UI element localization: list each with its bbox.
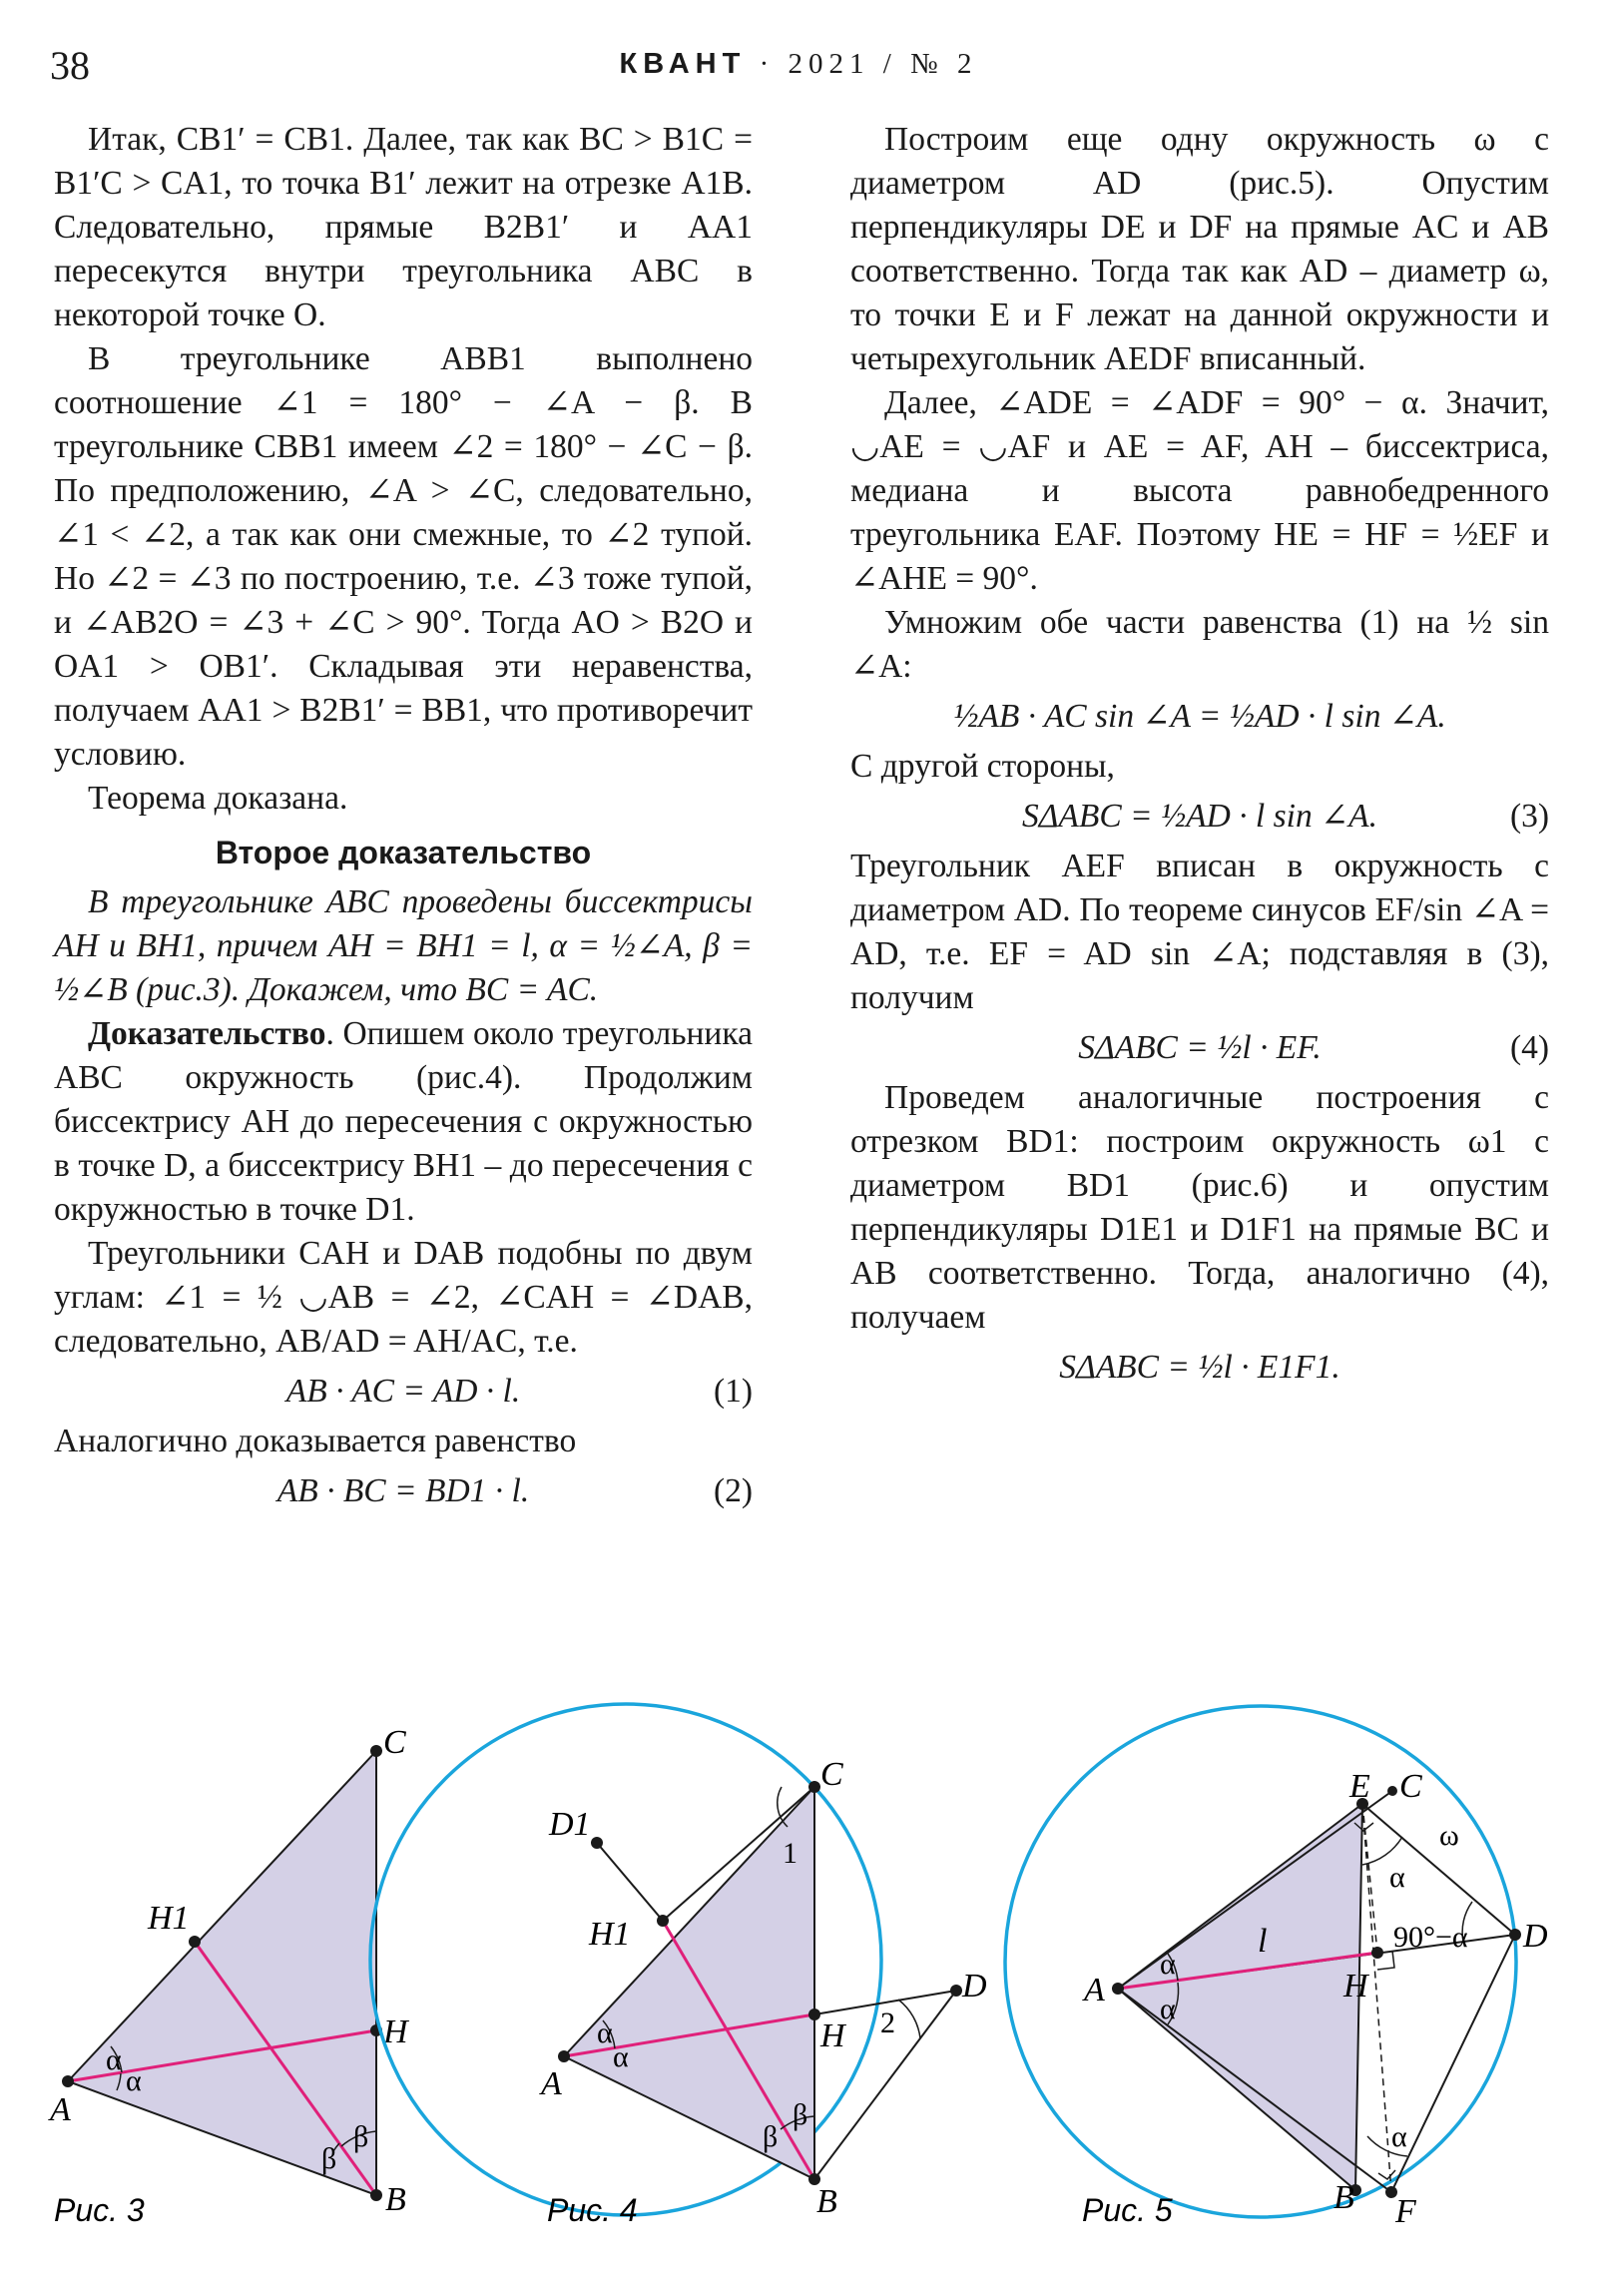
angle-label: β [321,2142,337,2175]
point [1112,1983,1124,1995]
point-label: H [1343,1968,1368,2005]
segment-h1d1 [597,1843,663,1921]
point [189,1936,201,1948]
figure-caption: Рис. 5 [1082,2192,1173,2228]
theorem-statement: В треугольнике ABC проведены биссектрисы AH и BH1, причем AH = BH1 = l, α = ½∠A, β = ½∠B (рис.3). Докажем, что BC = AC. [54,883,753,1008]
angle-label: α [597,2016,613,2049]
point [558,2050,570,2062]
angle-label: 90°−α [1393,1921,1468,1954]
paragraph: Аналогично доказывается равенство [54,1423,577,1459]
equation-number: (3) [1509,798,1549,835]
page-number: 38 [50,43,90,88]
point-label: F [1395,2193,1416,2230]
equation-number: (4) [1509,1029,1549,1066]
point-label: B [385,2181,406,2218]
equation-body: SΔABC = ½l · EF. [1078,1029,1322,1066]
paragraph: Далее, ∠ADE = ∠ADF = 90° − α. Значит, ◡AE = ◡AF и AE = AF, AH – биссектриса, медиана и высота равнобедренного треугольника EAF. Поэтому HE = HF = ½EF и ∠AHE = 90°. [850,384,1549,597]
paragraph: Итак, CB1′ = CB1. Далее, так как BC > B1C = B1′C > CA1, то точка B1′ лежит на отрезке A1B. Следовательно, прямые B2B1′ и AA1 пересекутся внутри треугольника ABC в некоторой точке O. [54,121,753,333]
proof-text: . Опишем около треугольника ABC окружность (рис.4). Продолжим биссектрису AH до пересечения с окружностью в точке D, а биссектрису BH1 – до пересечения с окружностью в точке D1. [54,1015,753,1228]
triangle-aef [1118,1804,1362,2190]
section-heading: Второе доказательство [215,835,592,870]
proof-label: Доказательство [88,1015,326,1052]
figure-caption: Рис. 4 [547,2192,638,2228]
point [808,1781,820,1793]
angle-label: α [1391,2120,1407,2153]
point [808,2009,820,2020]
equation-body: SΔABC = ½l · E1F1. [1059,1349,1340,1386]
point-label: D [1523,1918,1548,1955]
point-label: B [1333,2179,1354,2216]
paragraph: В треугольнике ABB1 выполнено соотношение ∠1 = 180° − ∠A − β. В треугольнике CBB1 имеем ∠2 = 180° − ∠C − β. По предположению, ∠A > ∠C, следовательно, ∠1 < ∠2, а так как они смежные, то ∠2 тупой. Но ∠2 = ∠3 по построению, т.е. ∠3 тоже тупой, и ∠AB2O = ∠3 + ∠C > 90°. Тогда AO > B2O и OA1 > OB1′. Складывая эти неравенства, получаем AA1 > B2B1′ = BB1, что противоречит условию. [54,340,753,773]
point-label: H1 [148,1900,190,1937]
figure-3 [48,1724,410,2228]
point [1371,1947,1383,1959]
point-label: A [1084,1972,1105,2009]
paragraph: Проведем аналогичные построения с отрезком BD1: построим окружность ω1 с диаметром BD1 (рис.6) и опустим перпендикуляры D1E1 и D1F1 на прямые BC и AB соответственно. Тогда, аналогично (4), получаем [850,1079,1549,1336]
equation-body: AB · AC = AD · l. [285,1373,521,1410]
point-label: D1 [549,1806,591,1843]
point-label: A [541,2065,562,2102]
circle-label: ω [1439,1819,1459,1852]
point [370,1745,382,1757]
point [657,1915,669,1927]
journal-issue: · 2021 / № 2 [759,48,978,80]
angle-label: α [1160,1948,1176,1981]
point-label: C [1399,1768,1422,1805]
point-label: E [1349,1768,1370,1805]
figure-5 [1005,1706,1548,2230]
point-label: D [962,1968,987,2005]
point-label: H [383,2013,408,2050]
point [591,1837,603,1849]
angle-label: α [613,2040,629,2073]
paragraph: Треугольники CAH и DAB подобны по двум углам: ∠1 = ½ ◡AB = ∠2, ∠CAH = ∠DAB, следовательно, AB/AD = AH/AC, т.е. [54,1235,753,1360]
point-label: C [820,1756,843,1793]
point-label: B [816,2183,837,2220]
angle-arc [898,2000,920,2038]
point-label: H [820,2017,845,2054]
point [1387,1786,1397,1796]
angle-label: α [126,2064,142,2097]
equation-number: (1) [713,1373,753,1410]
angle-label: α [1389,1861,1405,1894]
angle-label: α [1160,1993,1176,2025]
equation-body: AB · BC = BD1 · l. [276,1472,530,1509]
equation-body: SΔABC = ½AD · l sin ∠A. [1021,798,1377,835]
equation-number: (2) [713,1472,753,1509]
equation-body: ½AB · AC sin ∠A = ½AD · l sin ∠A. [953,698,1446,735]
paragraph: Умножим обе части равенства (1) на ½ sin ∠A: [850,604,1549,685]
point [950,1985,962,1997]
angle-label: β [763,2120,779,2153]
figure-caption: Рис. 3 [54,2192,145,2228]
point-label: H1 [589,1916,631,1953]
right-angle-mark [1378,2170,1395,2179]
angle-label: 1 [783,1837,798,1870]
length-label: l [1258,1923,1268,1960]
angle-label: β [793,2098,808,2131]
angle-label: α [106,2043,122,2076]
paragraph: Теорема доказана. [88,780,348,817]
point-label: A [50,2091,71,2128]
paragraph: Построим еще одну окружность ω с диаметром AD (рис.5). Опустим перпендикуляры DE и DF на прямые AC и AB соответственно. Тогда так как AD – диаметр ω, то точки E и F лежат на данной окружности и четырехугольник AEDF вписанный. [850,121,1549,377]
paragraph: Треугольник AEF вписан в окружность с диаметром AD. По теореме синусов EF/sin ∠A = AD, т.е. EF = AD sin ∠A; подставляя в (3), получим [850,848,1549,1016]
point [62,2075,74,2087]
angle-label: 2 [880,2007,895,2039]
paragraph: С другой стороны, [850,748,1115,785]
point-label: C [383,1724,406,1761]
journal-name: КВАНТ [619,48,747,80]
point [1509,1929,1521,1941]
angle-label: β [353,2120,369,2153]
figure-4 [370,1704,987,2228]
point [370,2189,382,2201]
